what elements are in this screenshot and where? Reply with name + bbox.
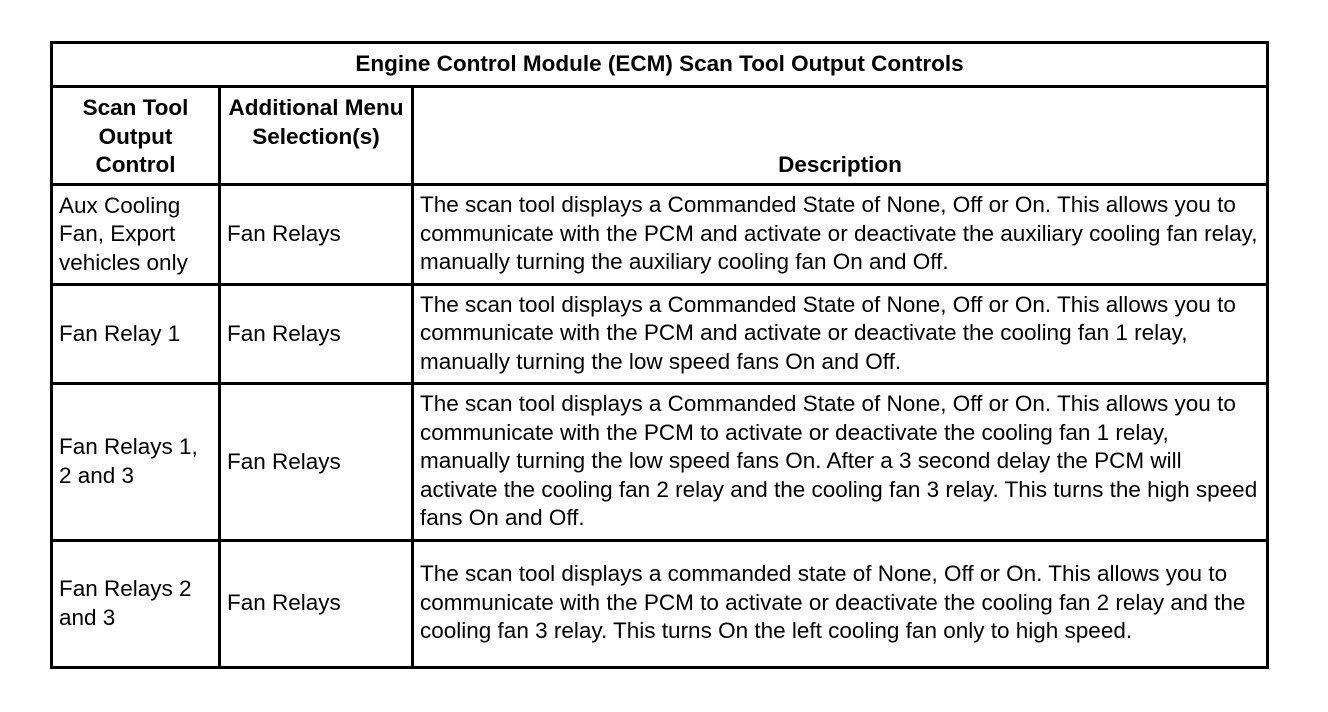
menu-cell: Fan Relays	[220, 540, 413, 667]
output-controls-table-wrapper	[50, 41, 1266, 669]
table-header-row	[52, 87, 1268, 185]
header-additional-menu-selections: Additional Menu Selection(s)	[220, 87, 413, 185]
table-row	[52, 185, 1268, 285]
menu-cell: Fan Relays	[220, 284, 413, 384]
control-cell: Fan Relays 1, 2 and 3	[52, 384, 220, 541]
menu-cell: Fan Relays	[220, 384, 413, 541]
table-title-row	[52, 43, 1268, 87]
control-cell: Aux Cooling Fan, Export vehicles only	[52, 185, 220, 285]
description-cell: The scan tool displays a commanded state of None, Off or On. This allows you to communicate with the PCM to activate or deactivate the cooling fan 2 relay and the cooling fan 3 relay. This turns On the left cooling fan only to high speed.	[413, 540, 1268, 667]
output-controls-table	[50, 41, 1269, 669]
header-scan-tool-output-control: Scan Tool Output Control	[52, 87, 220, 185]
table-title: Engine Control Module (ECM) Scan Tool Output Controls	[52, 43, 1268, 87]
control-cell: Fan Relays 2 and 3	[52, 540, 220, 667]
description-cell: The scan tool displays a Commanded State of None, Off or On. This allows you to communicate with the PCM and activate or deactivate the cooling fan 1 relay, manually turning the low speed fans On and Off.	[413, 284, 1268, 384]
description-cell: The scan tool displays a Commanded State of None, Off or On. This allows you to communicate with the PCM and activate or deactivate the auxiliary cooling fan relay, manually turning the auxiliary cooling fan On and Off.	[413, 185, 1268, 285]
table-row	[52, 284, 1268, 384]
header-description: Description	[413, 87, 1268, 185]
menu-cell: Fan Relays	[220, 185, 413, 285]
table-row	[52, 384, 1268, 541]
control-cell: Fan Relay 1	[52, 284, 220, 384]
description-cell: The scan tool displays a Commanded State of None, Off or On. This allows you to communicate with the PCM to activate or deactivate the cooling fan 1 relay, manually turning the low speed fans On. After a 3 second delay the PCM will activate the cooling fan 2 relay and the cooling fan 3 relay. This turns the high speed fans On and Off.	[413, 384, 1268, 541]
table-row	[52, 540, 1268, 667]
